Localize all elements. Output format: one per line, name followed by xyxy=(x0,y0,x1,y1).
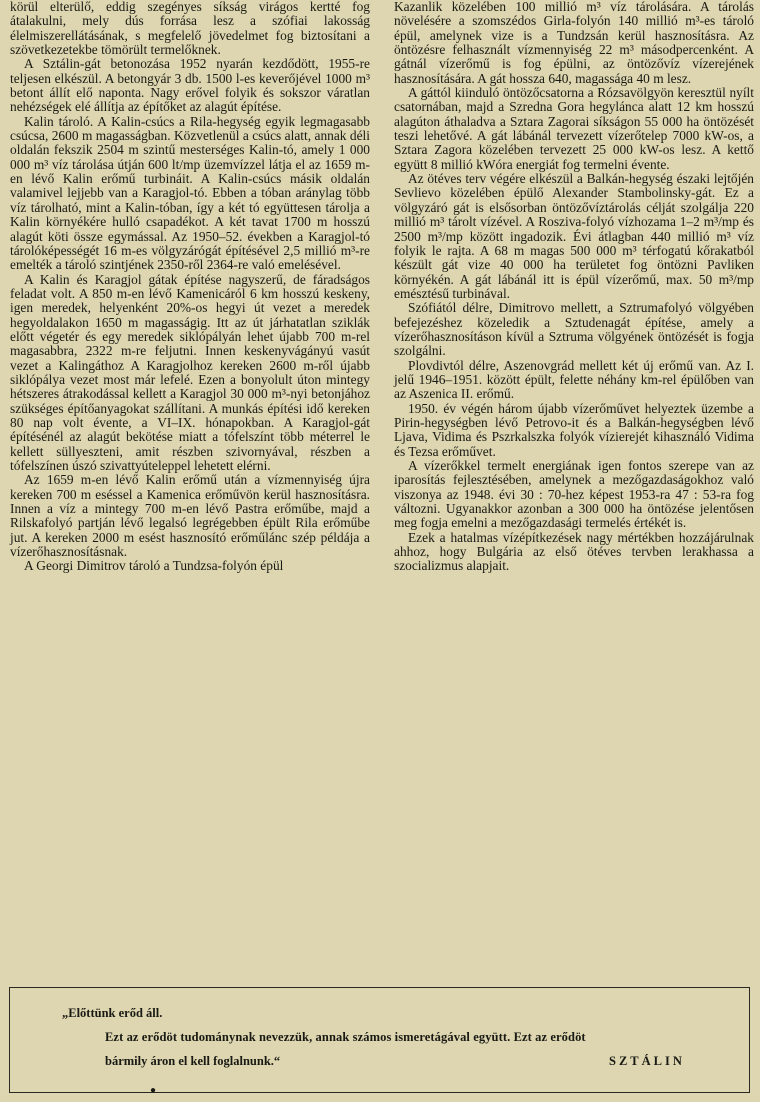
right-text-column xyxy=(394,0,754,574)
quote-author: SZTÁLIN xyxy=(609,1054,685,1068)
paragraph: A Georgi Dimitrov tároló a Tundzsa-folyón épül xyxy=(24,558,284,574)
quote-line-1: „Előttünk erőd áll. xyxy=(62,1006,163,1020)
paragraph: A Sztálin-gát betonozása 1952 nyarán kezdődött, 1955-re teljesen elkészül. A betongyár 3 db. 1500 l-es keverőjével 1000 m³ betont állít elő naponta. Nagy erővel folyik és sokszor váratlan nehézségek elé állítja az építőket az alagút építése. xyxy=(10,56,370,115)
quote-box xyxy=(9,987,750,1096)
paragraph: Ezek a hatalmas vízépítkezések nagy mértékben hozzájárulnak ahhoz, hogy Bulgária az első ötéves tervben lerakhassa a szocializmus alapjait. xyxy=(394,529,754,574)
paragraph: A vízerőkkel termelt energiának igen fontos szerepe van az iparosítás fejlesztésében, amelynek a mezőgazdaságokhoz való viszonya az 1948. évi 30 : 70-hez képest 1953-ra 47 : 53-ra fog változni. Ugyanakkor azonban a 300 000 ha öntözése jelentősen meg fogja emelni a mezőgazdasági termelés értékét is. xyxy=(394,458,754,531)
paragraph: 1950. év végén három újabb vízerőművet helyeztek üzembe a Pirin-hegységben lévő Petrovo-it és a Balkán-hegységben lévő Ljava, Vidima és Pszrkalszka folyók vízierejét kihasználó Vidima és Tezsa erőművet. xyxy=(394,400,754,459)
paragraph: A Kalin és Karagjol gátak építése nagyszerű, de fáradságos feladat volt. A 850 m-en lévő Kamenicáról 6 km hosszú keskeny, igen meredek, helyenként 20%-os hegyi út vezet a meredek hegyoldalakon 1650 m magasságig. Itt az út járhatatlan sziklák előtt végetér és egy meredek siklópályán lehet újabb 700 m-rel magasabbra, 2322 m-re feljutni. Innen keskenyvágányú vasút vezet a Kalingáthoz A Karagjolhoz kereken 2600 m-ről újabb siklópálya vezet most már lefelé. Ezen a bonyolult úton mintegy hétszeres átrakodással kellett a Karagjol 30 000 m³-nyi betonjához szükséges építőanyagokat szállítani. A munkás építési idő kereken 80 nap volt évente, a VI–IX. hónapokban. A Karagjol-gát építésénél az alagút bekötése miatt a tófelszínt több méterrel le kellett süllyeszteni, amit részben szivornyával, részben a tófelszínen úszó szivattyúteleppel lehetett elérni. xyxy=(10,271,370,473)
bullet-mark: ● xyxy=(150,1085,157,1096)
paragraph: Az 1659 m-en lévő Kalin erőmű után a vízmennyiség újra kereken 700 m eséssel a Kamenica erőművön kerül hasznosításra. Innen a víz a mintegy 700 m-en lévő Pastra erőműbe, majd a Rilskafolyó partján lévő legalsó legrégebben épült Rila erőműbe jut. A kereken 2000 m esést hasznosító erőműlánc szép példája a vízerőhasznosításnak. xyxy=(10,472,370,560)
paragraph: Plovdivtól délre, Aszenovgrád mellett két új erőmű van. Az I. jelű 1946–1951. között épült, felette néhány km-rel épülőben van az Aszenica II. erőmű. xyxy=(394,357,754,402)
paragraph: Az ötéves terv végére elkészül a Balkán-hegység északi lejtőjén Sevlievo közelében épülő Alexander Stambolinsky-gát. Ez a völgyzáró gát is elsősorban öntözővíztárolás célját szolgálja 220 millió m³ tárolt vízével. A Rosziva-folyó vízhozama 1–2 m³/mp és 2500 m³/mp között ingadozik. Évi átlagban 440 millió m³ víz folyik le rajta. A 68 m magas 500 000 m³ térfogatú kőrakatból készült gát vize 40 000 ha területet fog öntözni Pavliken környékén. A gát lábánál itt is épül vízerőmű, max. 50 m³/mp emésztésű turbinával. xyxy=(394,171,754,301)
quote-line-3: bármily áron el kell foglalnunk.“ xyxy=(105,1054,281,1068)
left-text-column xyxy=(10,0,370,574)
paragraph: Kazanlik közelében 100 millió m³ víz tárolására. A tárolás növelésére a szomszédos Girla-folyón 140 millió m³-es tároló épül, amelynek vize is a Tundzsán kerül hasznosításra. Az öntözésre felhasznált vízmennyiség 22 m³ másodpercenként. A gátnál vízerőmű is fog épülni, az öntözővíz vízerejének hasznosítására. A gát hossza 640, magassága 40 m lesz. xyxy=(394,0,754,86)
paragraph: A gáttól kiinduló öntözőcsatorna a Rózsavölgyön keresztül nyílt csatornában, majd a Szredna Gora hegyláncа alatt 12 km hosszú alagúton áthaladva a Sztara Zagorai síkságon 55 000 ha öntözését teszi lehetővé. A gát lábánál tervezett vízerőtelep 7000 kW-os, a Sztara Zagora közelében tervezett 25 000 kW-os lesz. A kettő együtt 8 millió kWóra energiát fog termelni évente. xyxy=(394,85,754,172)
paragraph: körül elterülő, eddig szegényes síkság virágos kertté fog átalakulni, mely dús forrása lesz a szófiai lakosság élelmiszerellátásának, s megfelelő jövedelmet fog biztosítani a szövetkezetekbe tömörült termelőknek. xyxy=(10,0,370,58)
paragraph: Szófiától délre, Dimitrovo mellett, a Sztrumafolyó völgyében befejezéshez közeledik a Sztudenagát építése, amely a vízerőhasznosításon kívül a Sztruma völgyének öntözését is fogja szolgálni. xyxy=(394,300,754,359)
paragraph: Kalin tároló. A Kalin-csúcs a Rila-hegység egyik legmagasabb csúcsa, 2600 m magasságban. Közvetlenül a csúcs alatt, annak déli oldalán fekszik 2504 m szintű mesterséges Kalin-tó, amely 1 000 000 m³ víz tárolása útján 600 lt/mp üzemvízzel látja el az 1659 m-en lévő Kalin erőmű turbináit. A Kalin-csúcs másik oldalán valamivel lejjebb van a Karagjol-tó. Ebben a tóban aránylag több víz tárolható, mint a Kalin-tóban, így a két tó együttesen tárolja a Kalin környékére hulló csapadékot. A két tavat 1700 m hosszú alagút köti össze egymással. Az 1950–52. években a Karagjol-tó tárolóképességét 16 m-es völgyzárógát építésével 2,5 millió m³-re emelték a tároló szintjének 2350-ről 2364-re való emelésével. xyxy=(10,113,370,273)
quote-line-2: Ezt az erődöt tudománynak nevezzük, annak számos ismeretágával együtt. Ezt az erődöt xyxy=(105,1030,586,1044)
